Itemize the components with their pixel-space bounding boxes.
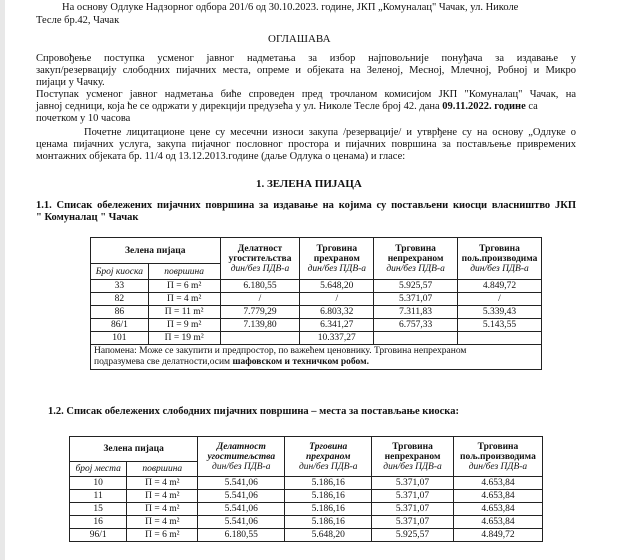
table-row (91, 280, 542, 293)
table-cell: 96/1 (70, 529, 127, 542)
table-1-col-header-number: Број киоска (91, 264, 149, 280)
paragraph-1-line-2: закуп/резервацију слободних пијачних места, опреме и објеката на Зеленој, Месној, Млечној, Робној и Микро (36, 65, 576, 76)
paragraph-2-text: јавној седници, која ће се одржати у дирекцији предузећа у ул. Николе Тесле број 42. дана (36, 101, 440, 112)
table-cell: 5.186,16 (285, 503, 372, 516)
table-cell: 6.180,55 (220, 280, 300, 293)
table-2-col-header-4: Трговина пољ.производима дин/без ПДВ-а (453, 437, 542, 477)
table-cell: П = 4 m² (148, 293, 220, 306)
table-cell: 5.186,16 (285, 516, 372, 529)
table-row (70, 529, 543, 542)
table-row (70, 516, 543, 529)
table-row (70, 503, 543, 516)
paragraph-1-line-1: Спровођење поступка усменог јавног надметања за избор најповољније понуђача за издавање у (36, 53, 576, 64)
table-cell: 10 (70, 477, 127, 490)
header-line-2: Тесле бр.42, Чачак (36, 15, 120, 26)
table-2-col-header-area: површина (127, 462, 198, 477)
table-cell: П = 4 m² (127, 477, 198, 490)
table-row (91, 332, 542, 345)
table-cell: 82 (91, 293, 149, 306)
table-cell: 6.180,55 (198, 529, 285, 542)
table-1-col-header-area: површина (148, 264, 220, 280)
table-2-col-header-number: број места (70, 462, 127, 477)
note-line-2-bold: шафовском и техничком робом. (232, 357, 369, 367)
table-cell: 86/1 (91, 319, 149, 332)
paragraph-3-line-3: монтажних објеката бр. 11/4 од 13.12.2013.године (даље Одлука о ценама) и гласе: (36, 151, 406, 162)
table-cell: 5.186,16 (285, 490, 372, 503)
table-cell: 101 (91, 332, 149, 345)
table-1-col-header-2: Трговина прехраном дин/без ПДВ-а (300, 238, 374, 280)
table-cell: 6.757,33 (374, 319, 458, 332)
table-cell: 4.653,84 (453, 516, 542, 529)
table-2-group-header: Зелена пијаца (70, 437, 198, 462)
note-line-2: подразумева све делатности,осим (94, 357, 231, 367)
paragraph-2-line-3: почетком у 10 часова (36, 113, 131, 124)
table-cell: 5.925,57 (374, 280, 458, 293)
table-cell: 15 (70, 503, 127, 516)
paragraph-3-line-2: ценама пијачних услуга, закупа пијачног пословног простора и пијачних површина за постављење привремених (36, 139, 576, 150)
table-cell: П = 9 m² (148, 319, 220, 332)
paragraph-1-line-3: пијаци у Чачку. (36, 77, 105, 88)
scan-edge (0, 0, 5, 560)
table-1 (90, 237, 542, 370)
table-row (91, 293, 542, 306)
table-cell: 7.139,80 (220, 319, 300, 332)
table-row (91, 319, 542, 332)
table-1-group-header: Зелена пијаца (91, 238, 221, 264)
paragraph-3-line-1: Почетне лицитационе цене су месечни износи закупа /резервације/ и утврђене су на основу „Одлуке о (84, 127, 576, 138)
table-1-col-header-1: Делатност угоститељства дин/без ПДВ-а (220, 238, 300, 280)
table-cell: 16 (70, 516, 127, 529)
document-title: ОГЛАШАВА (268, 33, 331, 45)
table-cell: П = 6 m² (148, 280, 220, 293)
table-cell: 7.311,83 (374, 306, 458, 319)
table-cell: 4.849,72 (453, 529, 542, 542)
table-cell: 4.653,84 (453, 503, 542, 516)
table-note-row (91, 345, 542, 370)
table-cell: П = 11 m² (148, 306, 220, 319)
table-cell: 7.779,29 (220, 306, 300, 319)
table-2 (69, 436, 543, 542)
table-cell: / (220, 293, 300, 306)
table-cell: 6.341,27 (300, 319, 374, 332)
table-cell: 5.371,07 (372, 503, 454, 516)
table-cell: / (300, 293, 374, 306)
paragraph-2-line-2 (36, 101, 576, 113)
table-2-col-header-3: Трговина непрехраном дин/без ПДВ-а (372, 437, 454, 477)
table-cell (374, 332, 458, 345)
table-cell: / (458, 293, 542, 306)
table-cell: 5.648,20 (285, 529, 372, 542)
table-cell: П = 19 m² (148, 332, 220, 345)
table-1-caption-line-2: " Комуналац " Чачак (36, 212, 139, 223)
table-cell: 33 (91, 280, 149, 293)
table-1-caption-line-1: 1.1. Списак обележених пијачних површина за издавање на којима су постављени киосци власништво ЈКП (36, 200, 576, 211)
table-cell: 5.648,20 (300, 280, 374, 293)
table-cell: 5.371,07 (372, 490, 454, 503)
table-cell: 5.371,07 (374, 293, 458, 306)
table-cell: 5.371,07 (372, 477, 454, 490)
table-cell: 5.541,06 (198, 490, 285, 503)
header-line-1: На основу Одлуке Надзорног одбора 201/6 од 30.10.2023. године, ЈКП „Комуналац" Чачак, ул. Николе (62, 2, 519, 13)
paragraph-2-line-1: Поступак усменог јавног надметања биће спроведен пред трочланом комисијом ЈКП "Комуналац" Чачак, на (36, 89, 576, 100)
table-cell: 6.803,32 (300, 306, 374, 319)
table-1-col-header-4: Трговина пољ.производима дин/без ПДВ-а (458, 238, 542, 280)
paragraph-2-text-end: са (528, 101, 538, 112)
table-row (70, 490, 543, 503)
table-cell: 4.653,84 (453, 477, 542, 490)
table-cell: 5.371,07 (372, 516, 454, 529)
note-line-1: Напомена: Може се закупити и предпростор, по важећем ценовнику. Трговина непрехраном (94, 346, 467, 356)
table-row (91, 306, 542, 319)
table-cell: 5.143,55 (458, 319, 542, 332)
table-cell: П = 4 m² (127, 490, 198, 503)
table-cell: П = 6 m² (127, 529, 198, 542)
table-cell: 10.337,27 (300, 332, 374, 345)
table-cell: 5.925,57 (372, 529, 454, 542)
table-1-col-header-3: Трговина непрехраном дин/без ПДВ-а (374, 238, 458, 280)
table-cell: П = 4 m² (127, 503, 198, 516)
table-cell (458, 332, 542, 345)
table-1-note (91, 345, 542, 370)
table-cell: 5.541,06 (198, 516, 285, 529)
table-cell: 5.186,16 (285, 477, 372, 490)
table-cell: 4.653,84 (453, 490, 542, 503)
auction-date: 09.11.2022. године (442, 101, 526, 112)
table-cell (220, 332, 300, 345)
table-cell: П = 4 m² (127, 516, 198, 529)
table-row (70, 477, 543, 490)
table-cell: 5.541,06 (198, 477, 285, 490)
table-cell: 4.849,72 (458, 280, 542, 293)
section-title: 1. ЗЕЛЕНА ПИЈАЦА (256, 178, 362, 190)
table-2-caption: 1.2. Списак обележених слободних пијачних површина – места за постављање киоска: (48, 406, 459, 417)
table-2-col-header-2: Трговина прехраном дин/без ПДВ-а (285, 437, 372, 477)
table-cell: 5.339,43 (458, 306, 542, 319)
table-cell: 86 (91, 306, 149, 319)
table-cell: 5.541,06 (198, 503, 285, 516)
table-cell: 11 (70, 490, 127, 503)
table-2-col-header-1: Делатност угоститељства дин/без ПДВ-а (198, 437, 285, 477)
